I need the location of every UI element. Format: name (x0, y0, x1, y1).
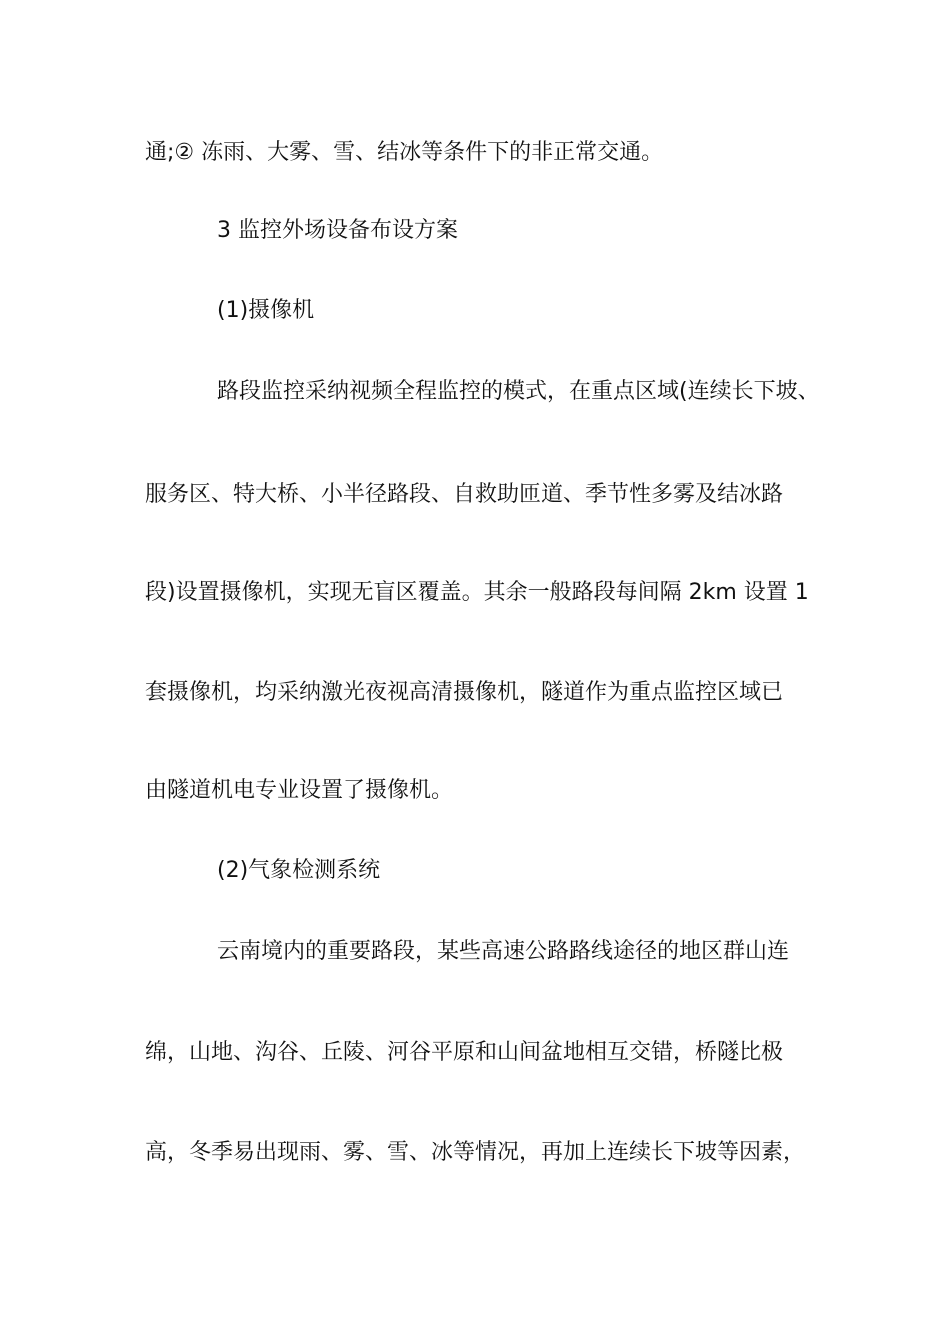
paragraph-line: 段)设置摄像机，实现无盲区覆盖。其余一般路段每间隔 2km 设置 1 (145, 580, 809, 605)
paragraph-line: 服务区、特大桥、小半径路段、自救助匝道、季节性多雾及结冰路 (145, 482, 784, 507)
subsection-heading-camera: (1)摄像机 (217, 298, 315, 323)
subsection-heading-weather: (2)气象检测系统 (217, 858, 381, 883)
paragraph-line: 云南境内的重要路段，某些高速公路路线途径的地区群山连 (217, 939, 790, 964)
paragraph-line: 由隧道机电专业设置了摄像机。 (145, 778, 454, 803)
paragraph-line: 路段监控采纳视频全程监控的模式，在重点区域(连续长下坡、 (217, 379, 820, 404)
paragraph-line: 绵，山地、沟谷、丘陵、河谷平原和山间盆地相互交错，桥隧比极 (145, 1040, 784, 1065)
paragraph-continuation: 通;② 冻雨、大雾、雪、结冰等条件下的非正常交通。 (145, 140, 664, 165)
paragraph-line: 套摄像机，均采纳激光夜视高清摄像机，隧道作为重点监控区域已 (145, 680, 784, 705)
section-heading: 3 监控外场设备布设方案 (217, 218, 458, 243)
paragraph-line: 高，冬季易出现雨、雾、雪、冰等情况，再加上连续长下坡等因素， (145, 1140, 806, 1165)
